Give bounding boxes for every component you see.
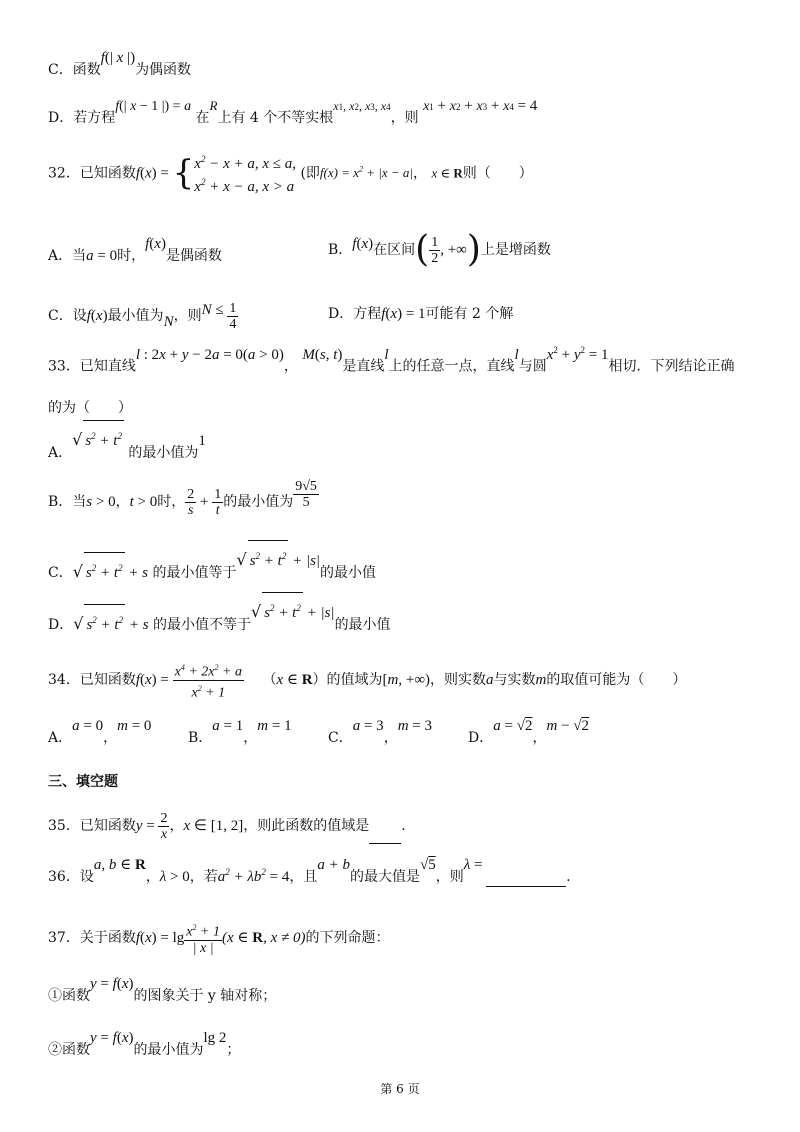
question-32-ab: A．当a = 0时，f(x)是偶函数 <box>48 236 222 264</box>
option-32d: D．方程f(x) = 1可能有 2 个解 <box>328 306 514 322</box>
option-34c: C．a = 3，m = 3 <box>328 718 432 746</box>
proposition-2: ②函数y = f(x)的最小值为lg 2； <box>48 1030 241 1058</box>
option-34a: A．a = 0，m = 0 <box>48 718 152 746</box>
question-35: 35．已知函数y = $\frac{2}{x}$ ，x ∈ [1, 2]，则此函数的值域是 . <box>48 808 406 844</box>
question-33-cont: 的为（ ） <box>48 400 132 416</box>
option-c: C．函数f(| x |)为偶函数 <box>48 50 192 78</box>
piecewise-cases: $x^2 - x + a$, x ≤ a, $x^2 + x - a$, x > a <box>194 154 296 196</box>
option-33d: D．√ $s^2 + t^2 + s$ 的最小值不等于√ $s^2 + t^2 + |s|$的最小值 <box>48 604 391 640</box>
option-33c: C．√ $s^2 + t^2 + s$ 的最小值等于√ $s^2 + t^2 + |s|$的最小值 <box>48 552 376 588</box>
question-36: 36．设a, b ∈ R，λ > 0，若$a^2 + \lambda b^2 = 4$，且a + b的最大值是√5，则λ = . <box>48 857 571 885</box>
question-34: 34．已知函数f(x) = $\frac{x^4 + 2x^2 + a}{x^2 + 1}$ （x ∈ R）的值域为[m, +∞)，则实数a与实数m的取值可能为（ ） <box>48 658 686 702</box>
option-d: D．若方程f(| x − 1 |) = a 在R上有 4 个不等实根$x^1$, $x^2$, $x^3$, $x^4$，则 $x^1 + x^2 + x^3 + x^4 = 4$ <box>48 98 538 126</box>
question-33: 33．已知直线l : 2x + y − 2a = 0(a > 0)， M(s, t)是直线l上的任意一点，直线l与圆$x^2 + y^2 = 1$相切．下列结论正确 <box>48 345 735 375</box>
section-heading: 三、填空题 <box>48 774 118 790</box>
option-33a: A．√ $s^2 + t^2$ 的最小值为1 <box>48 432 206 468</box>
proposition-1: ①函数y = f(x)的图象关于 y 轴对称； <box>48 976 277 1004</box>
option-34d: D．a = √2，m − √2 <box>468 718 589 746</box>
page-number: 第 6 页 <box>380 1082 420 1096</box>
answer-blank[interactable] <box>486 872 566 887</box>
option-32c: C．设f(x)最小值为N，则N ≤ $\frac{1}{4}$ <box>48 300 237 332</box>
option-33b: B．当s > 0，t > 0时， $\frac{2}{s}$ + $\frac{1}{t}$ 的最小值为 $\frac{9√5}{5}$ <box>48 478 317 518</box>
option-34b: B．a = 1，m = 1 <box>188 718 292 746</box>
formula: f <box>100 50 105 66</box>
answer-blank[interactable] <box>369 829 401 844</box>
question-32: 32．已知函数f(x) = { $x^2 - x + a$, x ≤ a, $x^2 + x - a$, x > a (即$f(x) = x^2 + |x - a|$， x ∈ R则（ ） <box>48 150 533 196</box>
option-32b: B．f(x)在区间( $\frac{1}{2}$ , +∞)上是增函数 <box>328 229 551 270</box>
question-37: 37．关于函数f(x) = lg $\frac{x^2 + 1}{| x |}$ (x ∈ R, x ≠ 0)的下列命题： <box>48 918 389 958</box>
